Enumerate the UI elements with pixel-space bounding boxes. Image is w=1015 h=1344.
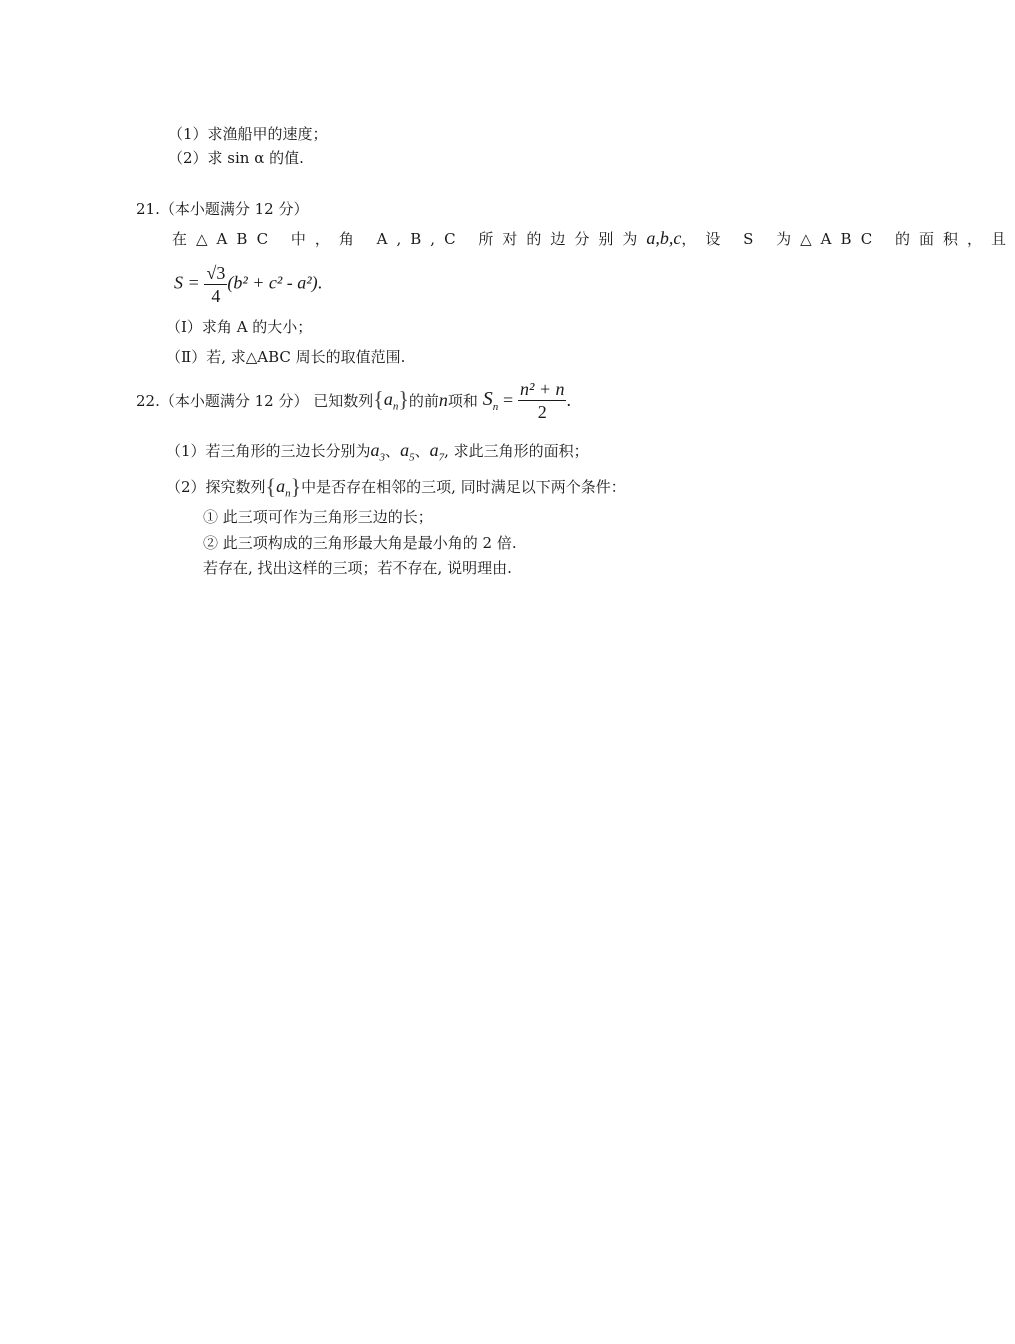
q21-stem-text-a: 在△ABC 中，角 A,B,C 所对的边分别为 xyxy=(172,230,647,248)
left-brace-icon: { xyxy=(265,474,277,499)
q22-heading: 22.（本小题满分 12 分） xyxy=(136,392,309,410)
q21-formula-rest: (b² + c² - a²) xyxy=(227,272,318,293)
q22-S-var: S xyxy=(482,388,493,410)
q22-sep1: 、 xyxy=(385,442,401,460)
q22-end: . xyxy=(566,390,571,410)
q22-part2-seq-var: a xyxy=(276,476,286,496)
q22-conclusion: 若存在, 找出这样的三项；若不存在, 说明理由. xyxy=(203,559,512,577)
q21-formula-end: . xyxy=(317,272,323,293)
q22-fraction xyxy=(518,378,567,423)
q22-condition2: ② 此三项构成的三角形最大角是最小角的 2 倍. xyxy=(203,534,517,552)
q22-part2-seq xyxy=(276,476,291,500)
q21-formula-numerator: √3 xyxy=(206,263,226,283)
right-brace-icon: } xyxy=(290,474,302,499)
q22-fraction-denominator: 2 xyxy=(537,402,547,422)
q21-formula xyxy=(174,262,322,307)
q22-eq: = xyxy=(503,390,514,410)
q22-condition1: ① 此三项可作为三角形三边的长； xyxy=(203,508,433,526)
right-brace-icon: } xyxy=(398,386,409,412)
q22-fraction-numerator: n² + n xyxy=(519,379,565,399)
q22-a7 xyxy=(429,440,445,464)
q22-stem-text-b: 的前 xyxy=(408,392,439,410)
q22-seq-var: a xyxy=(383,388,393,409)
q22-a7-sub: 7 xyxy=(438,451,445,464)
q22-part1 xyxy=(166,440,589,468)
q22-part2-seq-sub: n xyxy=(285,487,291,500)
q22-S-sub: n xyxy=(492,401,499,413)
q20-part1: （1）求渔船甲的速度； xyxy=(168,125,328,143)
q22-sep2: 、 xyxy=(414,442,430,460)
q22-seq-sub: n xyxy=(392,400,399,413)
q22-header-line xyxy=(136,378,571,423)
q21-formula-fraction xyxy=(204,262,227,307)
q21-formula-lhs: S = xyxy=(174,272,200,293)
q22-S xyxy=(482,388,499,413)
q22-a3 xyxy=(370,440,386,464)
q22-a7-var: a xyxy=(429,440,439,460)
q21-stem-text-b: ，设 S 为△ABC 的面积，且 xyxy=(681,230,1015,248)
left-brace-icon: { xyxy=(373,386,384,412)
q21-heading: 21.（本小题满分 12 分） xyxy=(136,200,309,218)
q22-part2 xyxy=(166,476,626,504)
q21-part1: （Ⅰ）求角 A 的大小； xyxy=(166,318,313,336)
q22-part2-text-b: 中是否存在相邻的三项, 同时满足以下两个条件： xyxy=(301,478,626,496)
q22-a5-sub: 5 xyxy=(409,451,415,464)
q21-formula-denominator: 4 xyxy=(211,286,221,306)
q22-a5-var: a xyxy=(400,440,410,460)
q22-part2-text-a: （2）探究数列 xyxy=(166,478,266,496)
q22-part1-text-a: （1）若三角形的三边长分别为 xyxy=(166,442,371,460)
q22-stem-text-c: 项和 xyxy=(447,392,478,410)
q22-seq xyxy=(383,388,399,413)
q21-stem xyxy=(172,228,1015,249)
q20-part2: （2）求 sin α 的值. xyxy=(168,149,304,167)
q22-a3-var: a xyxy=(370,440,380,460)
q21-part2: （Ⅱ）若, 求△ABC 周长的取值范围. xyxy=(166,348,406,366)
q22-a5 xyxy=(400,440,415,464)
q22-stem-text-a: 已知数列 xyxy=(313,392,374,410)
q22-part1-text-b: , 求此三角形的面积； xyxy=(444,442,589,460)
q22-n: n xyxy=(438,390,448,410)
q21-stem-vars: a,b,c xyxy=(646,228,682,248)
q22-a3-sub: 3 xyxy=(379,451,386,464)
